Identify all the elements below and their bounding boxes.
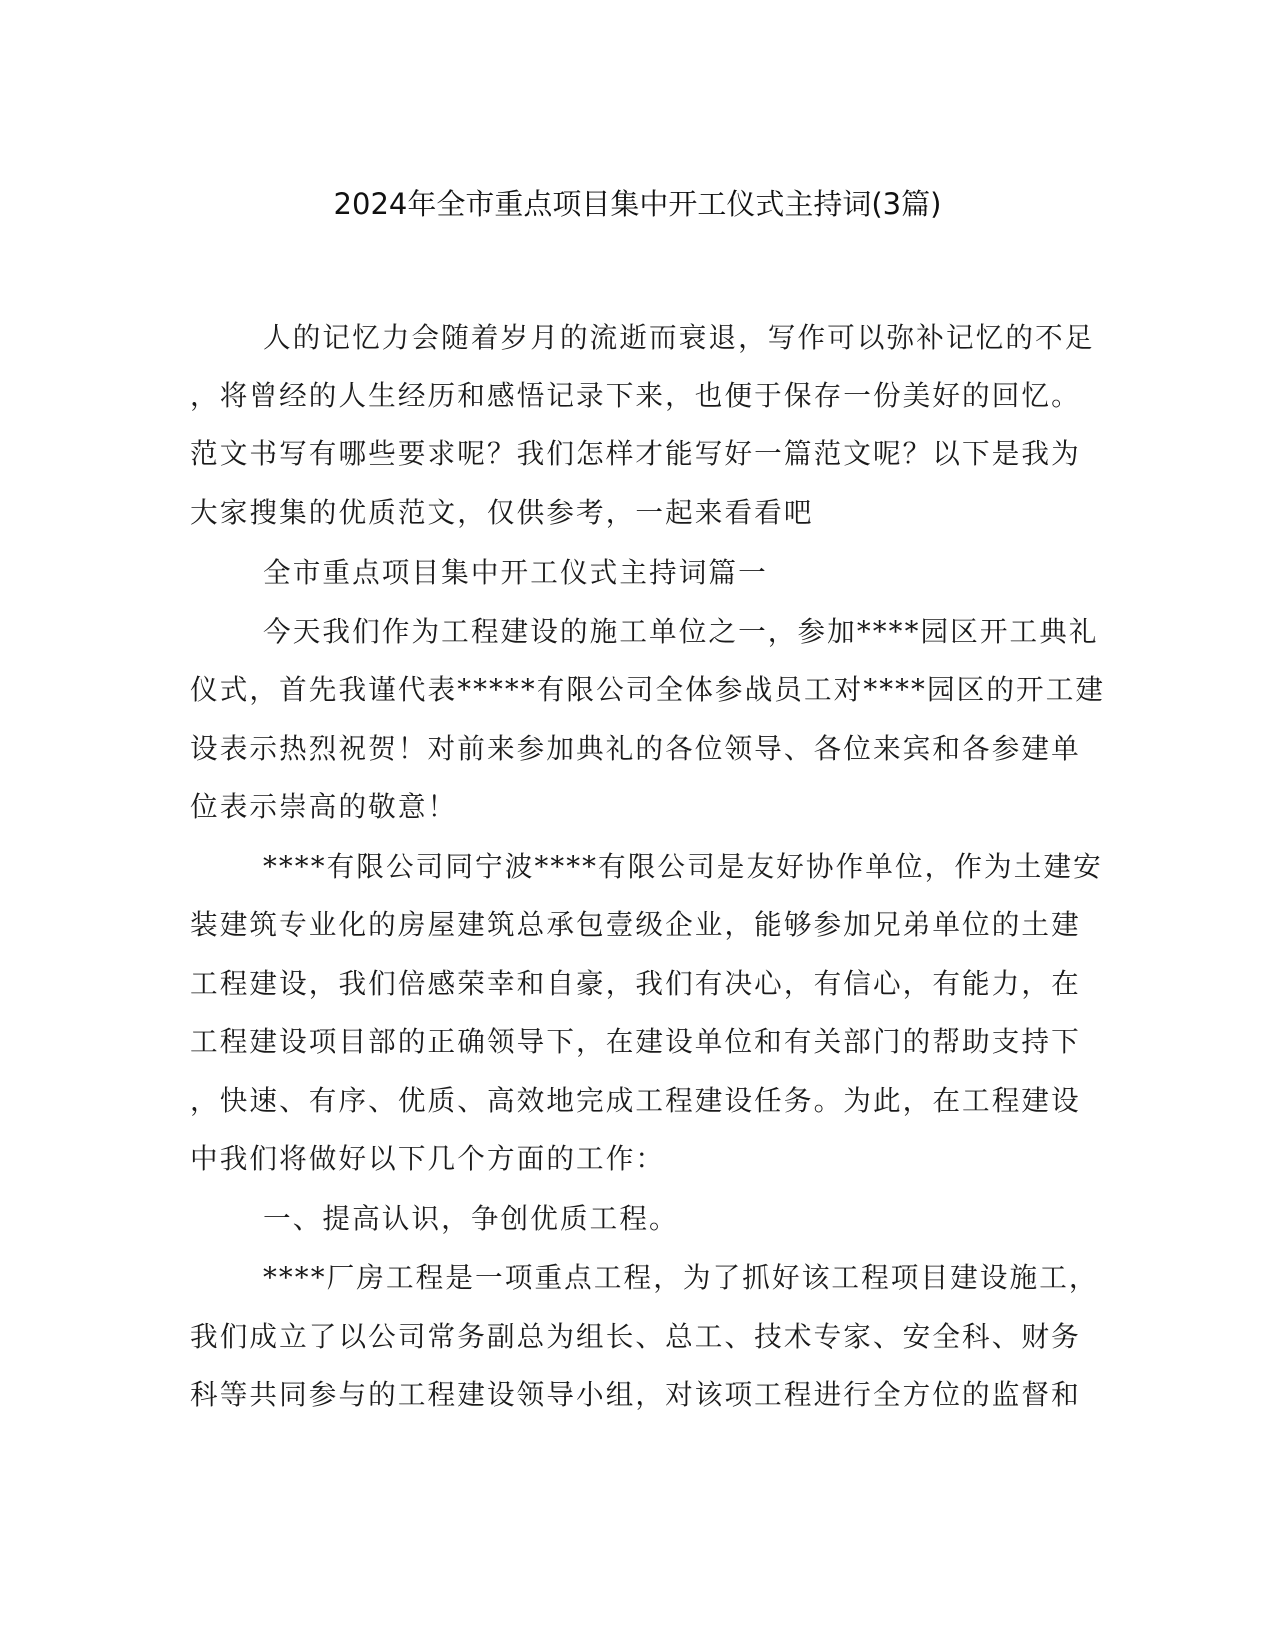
body-line: 大家搜集的优质范文，仅供参考，一起来看看吧 xyxy=(190,496,814,529)
body-line: ，快速、有序、优质、高效地完成工程建设任务。为此，在工程建设 xyxy=(190,1084,1081,1117)
body-line: 装建筑专业化的房屋建筑总承包壹级企业，能够参加兄弟单位的土建 xyxy=(190,908,1081,941)
body-line: 科等共同参与的工程建设领导小组，对该项工程进行全方位的监督和 xyxy=(190,1378,1081,1411)
body-line: ****厂房工程是一项重点工程，为了抓好该工程项目建设施工， xyxy=(263,1261,1099,1294)
body-line: 仪式，首先我谨代表*****有限公司全体参战员工对****园区的开工建 xyxy=(190,673,1106,706)
body-line: 今天我们作为工程建设的施工单位之一，参加****园区开工典礼 xyxy=(263,615,1099,648)
body-line: 工程建设项目部的正确领导下，在建设单位和有关部门的帮助支持下 xyxy=(190,1025,1081,1058)
body-line: 中我们将做好以下几个方面的工作： xyxy=(190,1142,666,1175)
body-line: ****有限公司同宁波****有限公司是友好协作单位，作为土建安 xyxy=(263,850,1103,883)
body-line: 位表示崇高的敬意！ xyxy=(190,790,458,823)
body-line: ，将曾经的人生经历和感悟记录下来，也便于保存一份美好的回忆。 xyxy=(190,379,1081,412)
body-line: 人的记忆力会随着岁月的流逝而衰退，写作可以弥补记忆的不足 xyxy=(263,321,1095,354)
document-title: 2024年全市重点项目集中开工仪式主持词(3篇) xyxy=(333,187,942,221)
body-line: 设表示热烈祝贺！对前来参加典礼的各位领导、各位来宾和各参建单 xyxy=(190,732,1081,765)
body-line: 我们成立了以公司常务副总为组长、总工、技术专家、安全科、财务 xyxy=(190,1320,1081,1353)
subheading: 一、提高认识，争创优质工程。 xyxy=(263,1202,679,1235)
body-line: 范文书写有哪些要求呢？我们怎样才能写好一篇范文呢？以下是我为 xyxy=(190,437,1081,470)
section-heading: 全市重点项目集中开工仪式主持词篇一 xyxy=(263,556,768,589)
body-line: 工程建设，我们倍感荣幸和自豪，我们有决心，有信心，有能力，在 xyxy=(190,967,1081,1000)
